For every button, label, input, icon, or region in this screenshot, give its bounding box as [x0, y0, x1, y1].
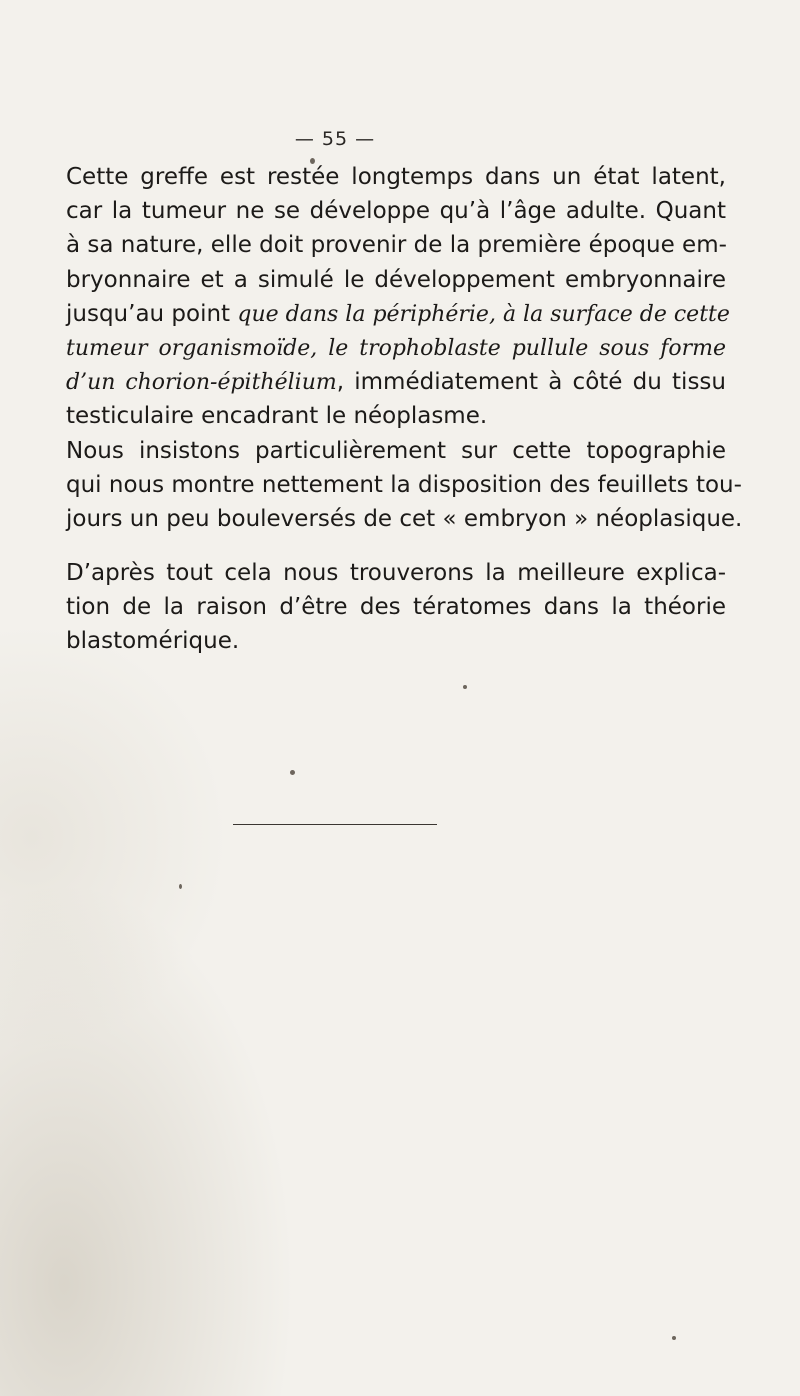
text-line: [66, 468, 742, 502]
ink-speck: [290, 770, 295, 775]
page-number: — 55 —: [294, 128, 376, 150]
text-run: à sa nature, elle doit provenir de la première époque em-: [66, 232, 727, 259]
end-rule: [233, 824, 437, 825]
ink-speck: [672, 1336, 676, 1340]
body-text: [66, 160, 743, 659]
text-line: [66, 194, 726, 228]
italic-text: que dans la périphérie, à la surface de cette: [237, 301, 730, 327]
text-run: Cette greffe est restée longtemps dans un état latent,: [66, 164, 726, 190]
text-line: [66, 556, 726, 590]
text-run: , immédiatement à côté du tissu: [336, 369, 726, 396]
italic-text: tumeur organismoïde, le trophoblaste pullule sous forme: [66, 335, 726, 361]
text-line: [66, 297, 730, 331]
italic-text: d’un chorion-épithélium: [66, 370, 337, 396]
text-line: [66, 590, 726, 624]
text-line: [66, 434, 726, 468]
text-run: bryonnaire et a simulé le développement embryonnaire: [66, 266, 726, 293]
paragraph: [66, 160, 730, 434]
ink-speck: [310, 158, 315, 164]
text-line: [66, 228, 726, 262]
text-run: blastomérique.: [66, 628, 240, 655]
text-line: [66, 365, 726, 399]
ink-speck: [179, 884, 182, 889]
text-line: [66, 399, 726, 433]
text-run: qui nous montre nettement la disposition des feuillets tou-: [66, 471, 742, 498]
text-line: [66, 624, 726, 658]
text-run: car la tumeur ne se développe qu’à l’âge adulte. Quant: [66, 198, 726, 225]
paragraph: [66, 434, 743, 537]
text-line: [66, 331, 726, 365]
text-line: [66, 263, 726, 297]
text-run: D’après tout cela nous trouverons la meilleure explica-: [66, 560, 726, 587]
text-run: jusqu’au point: [66, 300, 238, 327]
text-line: [66, 160, 726, 194]
ink-speck: [463, 685, 467, 689]
text-run: jours un peu bouleversés de cet « embryon » néoplasique.: [66, 505, 743, 532]
paragraph-gap: [66, 536, 726, 556]
text-line: [66, 502, 743, 536]
text-run: tion de la raison d’être des tératomes dans la théorie: [66, 594, 726, 621]
text-run: testiculaire encadrant le néoplasme.: [66, 403, 488, 430]
paragraph: [66, 556, 726, 659]
text-run: Nous insistons particulièrement sur cette topographie: [66, 437, 726, 464]
